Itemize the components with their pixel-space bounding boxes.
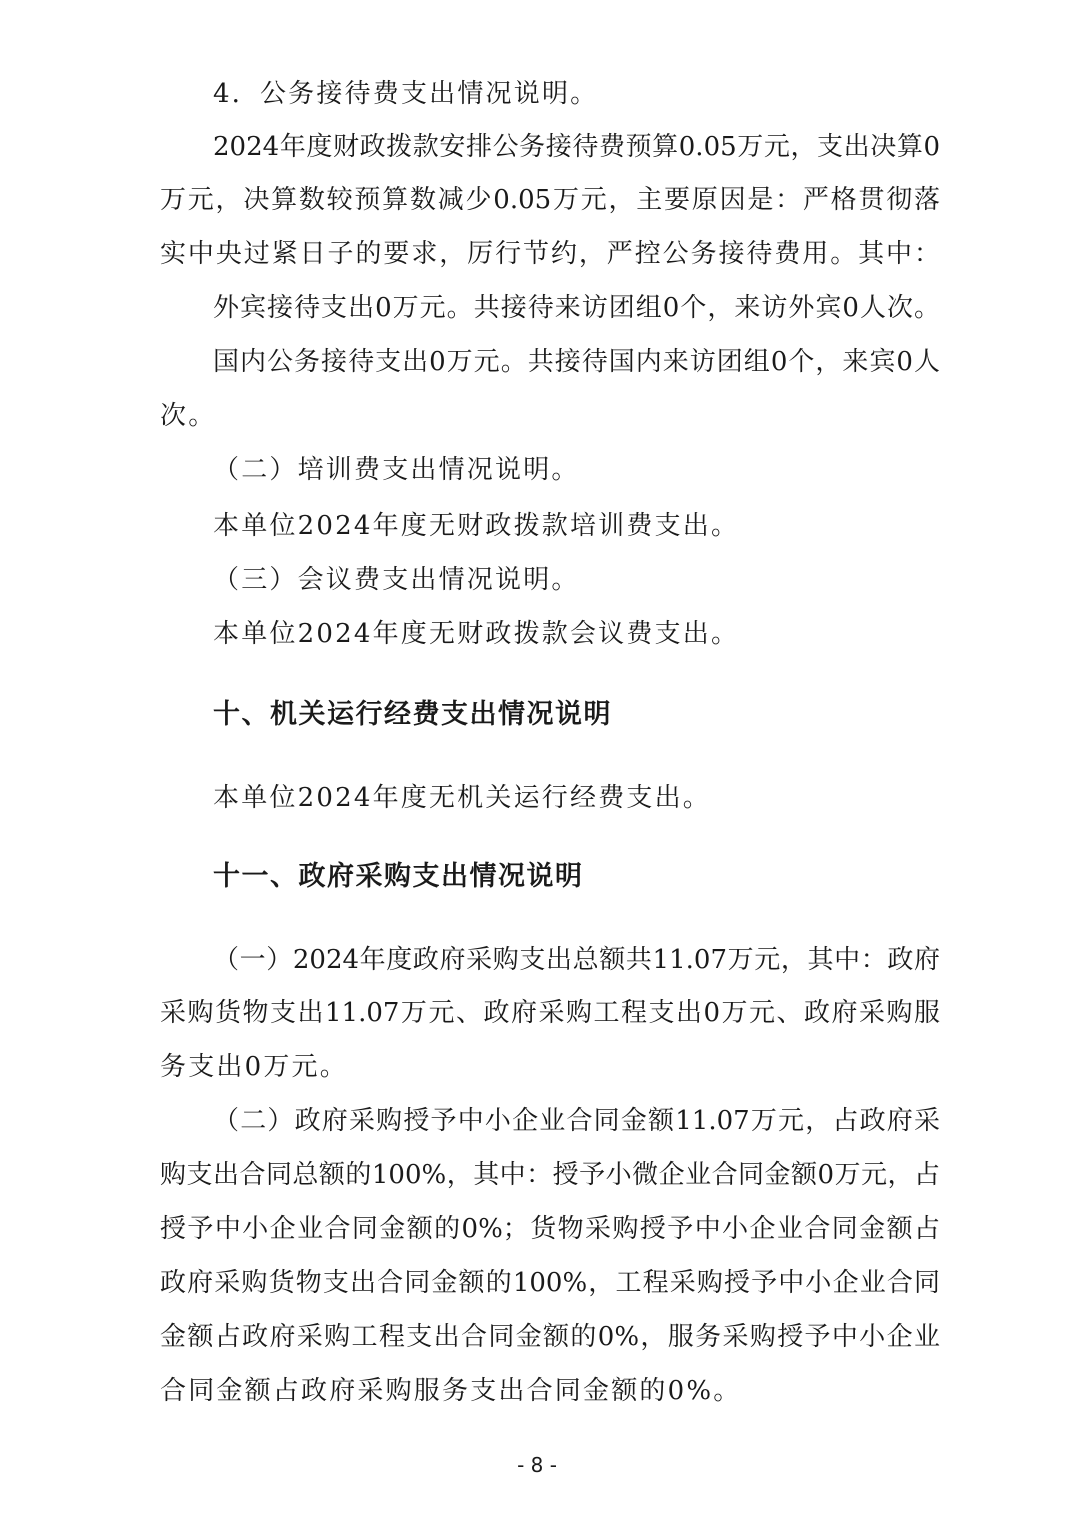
reception-line-2: 万元，决算数较预算数减少0.05万元，主要原因是：严格贯彻落 (160, 185, 940, 215)
procurement-para2-line-5: 金额占政府采购工程支出合同金额的0%，服务采购授予中小企业 (160, 1322, 940, 1352)
procurement-para1-line-3: 务支出0万元。 (160, 1052, 348, 1082)
section-10-heading: 十、机关运行经费支出情况说明 (213, 699, 612, 730)
page-number: - 8 - (517, 1453, 557, 1477)
procurement-para2-line-2: 购支出合同总额的100%，其中：授予小微企业合同金额0万元，占 (160, 1160, 940, 1190)
meeting-body: 本单位2024年度无财政拨款会议费支出。 (213, 619, 740, 649)
procurement-para2-line-4: 政府采购货物支出合同金额的100%，工程采购授予中小企业合同 (160, 1268, 940, 1298)
reception-line-1: 2024年度财政拨款安排公务接待费预算0.05万元，支出决算0 (213, 132, 940, 162)
procurement-para2-line-3: 授予中小企业合同金额的0%；货物采购授予中小企业合同金额占 (160, 1214, 940, 1244)
procurement-para1-line-2: 采购货物支出11.07万元、政府采购工程支出0万元、政府采购服 (160, 998, 940, 1028)
section-10-body: 本单位2024年度无机关运行经费支出。 (213, 783, 711, 813)
reception-domestic-line-1: 国内公务接待支出0万元。共接待国内来访团组0个，来宾0人 (213, 347, 940, 377)
section-11-heading: 十一、政府采购支出情况说明 (213, 861, 584, 892)
procurement-para2-line-1: （二）政府采购授予中小企业合同金额11.07万元，占政府采 (213, 1106, 940, 1136)
procurement-para2-line-6: 合同金额占政府采购服务支出合同金额的0%。 (160, 1376, 742, 1406)
procurement-para1-line-1: （一）2024年度政府采购支出总额共11.07万元，其中：政府 (213, 945, 940, 975)
meeting-title: （三）会议费支出情况说明。 (213, 565, 580, 595)
training-body: 本单位2024年度无财政拨款培训费支出。 (213, 511, 740, 541)
reception-line-3: 实中央过紧日子的要求，厉行节约，严控公务接待费用。其中： (160, 239, 940, 269)
training-title: （二）培训费支出情况说明。 (213, 455, 580, 485)
reception-title: 4．公务接待费支出情况说明。 (213, 79, 599, 109)
reception-foreign: 外宾接待支出0万元。共接待来访团组0个，来访外宾0人次。 (213, 293, 940, 323)
reception-domestic-line-2: 次。 (160, 401, 217, 431)
